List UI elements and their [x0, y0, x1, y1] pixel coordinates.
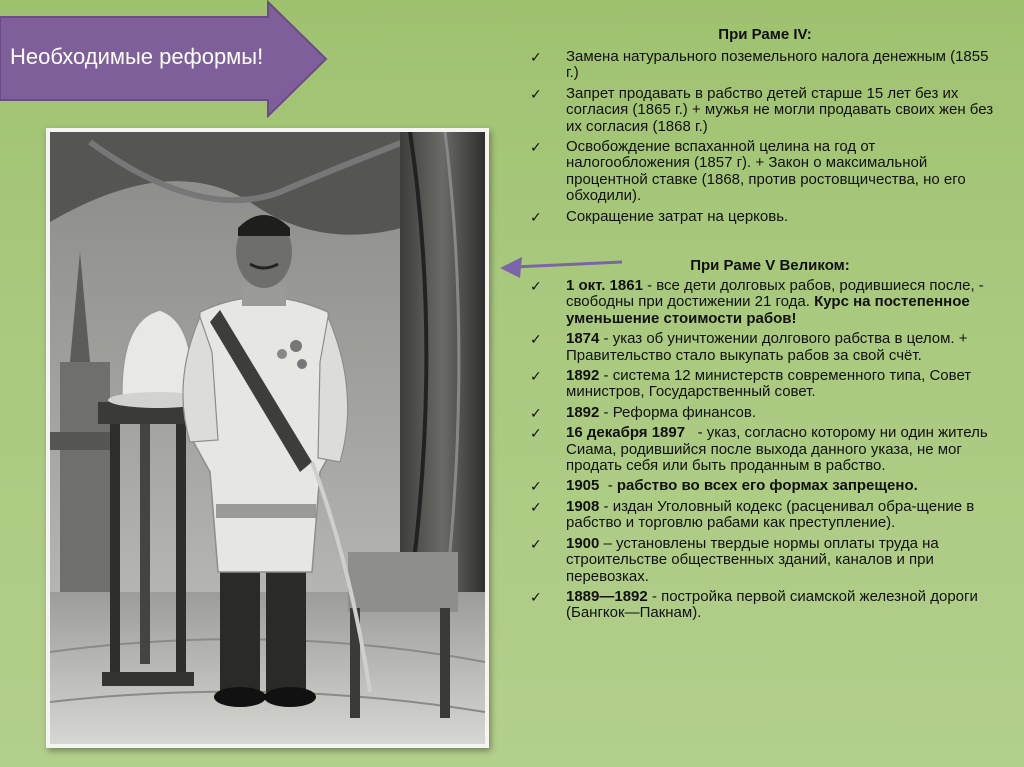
checkmark-icon: ✓ — [530, 85, 542, 102]
list-item: ✓ 1 окт. 1861 - все дети долговых рабов, родившиеся после, - свободны при достижении 21 года. Курс на постепенное уменьшение стоимости рабов! — [530, 277, 984, 327]
checkmark-icon: ✓ — [530, 49, 542, 65]
list-item: ✓ Сокращение затрат на церковь. — [530, 207, 789, 225]
list-item: ✓ Замена натурального поземельного налога денежным (1855 г.) — [530, 48, 989, 82]
page-title: Необходимые реформы! — [10, 44, 264, 69]
list-item: ✓ 16 декабря 1897 - указ, согласно которому ни один житель Сиама, родившийся после выхода данного указа, не мог продать себя или быть проданным в рабство. — [530, 424, 992, 475]
checkmark-icon: ✓ — [530, 588, 542, 605]
list-item: ✓ 1874 - указ об уничтожении долгового рабства в целом. + Правительство стало выкупать рабов за свой счёт. — [530, 330, 968, 364]
list-item: ✓ 1905 - рабство во всех его формах запрещено. — [530, 477, 918, 495]
checkmark-icon: ✓ — [530, 139, 542, 156]
reform-date: 1892 — [566, 403, 600, 421]
list-rama5-container — [530, 278, 1000, 626]
heading-rama5: При Раме V Великом: — [690, 257, 850, 274]
list-item: ✓ Запрет продавать в рабство детей старше 15 лет без их согласия (1865 г.) + мужья не могли продавать своих жен без их согласия (1868 г.) — [530, 84, 994, 135]
list-rama4 — [530, 49, 1000, 225]
list-item: ✓ Освобождение вспаханной целина на год от налогообложения (1857 г). + Закон о максимальной процентной ставке (1868, против ростовщичества, но его обходили). — [530, 138, 966, 205]
reform-date: 1900 — [566, 534, 600, 552]
reform-date: 1892 — [566, 367, 600, 385]
list-rama5 — [530, 278, 1000, 622]
list-item: ✓ 1889—1892 - постройка первой сиамской железной дороги (Бангкок—Пакнам). — [530, 587, 978, 622]
list-rama4-container — [530, 49, 1000, 229]
list-item: ✓ 1892 - Реформа финансов. — [530, 403, 757, 421]
reform-date: 1908 — [566, 497, 600, 515]
reform-date: 1889—1892 — [566, 587, 648, 605]
list-item: ✓ 1892 - система 12 министерств современного типа, Совет министров, Государственный совет. — [530, 367, 972, 401]
checkmark-icon: ✓ — [530, 425, 542, 442]
reform-date: 16 декабря 1897 — [566, 424, 686, 442]
checkmark-icon: ✓ — [530, 368, 542, 385]
reform-date: 1 окт. 1861 — [566, 277, 643, 294]
checkmark-icon: ✓ — [530, 478, 542, 495]
checkmark-icon: ✓ — [530, 331, 542, 348]
checkmark-icon: ✓ — [530, 535, 542, 552]
list-item: ✓ 1900 – установлены твердые нормы оплаты труда на строительстве общественных зданий, каналов и при перевозках. — [530, 534, 939, 585]
reform-date: 1905 — [566, 477, 600, 495]
reform-date: 1874 — [566, 330, 600, 348]
checkmark-icon: ✓ — [530, 404, 542, 421]
checkmark-icon: ✓ — [530, 498, 542, 515]
portrait-photo — [50, 132, 485, 744]
list-item: ✓ 1908 - издан Уголовный кодекс (расценивал обра-щение в рабство и торговлю рабами как преступление). — [530, 497, 975, 532]
checkmark-icon: ✓ — [530, 278, 542, 294]
heading-rama4: При Раме IV: — [718, 26, 812, 43]
checkmark-icon: ✓ — [530, 208, 542, 225]
